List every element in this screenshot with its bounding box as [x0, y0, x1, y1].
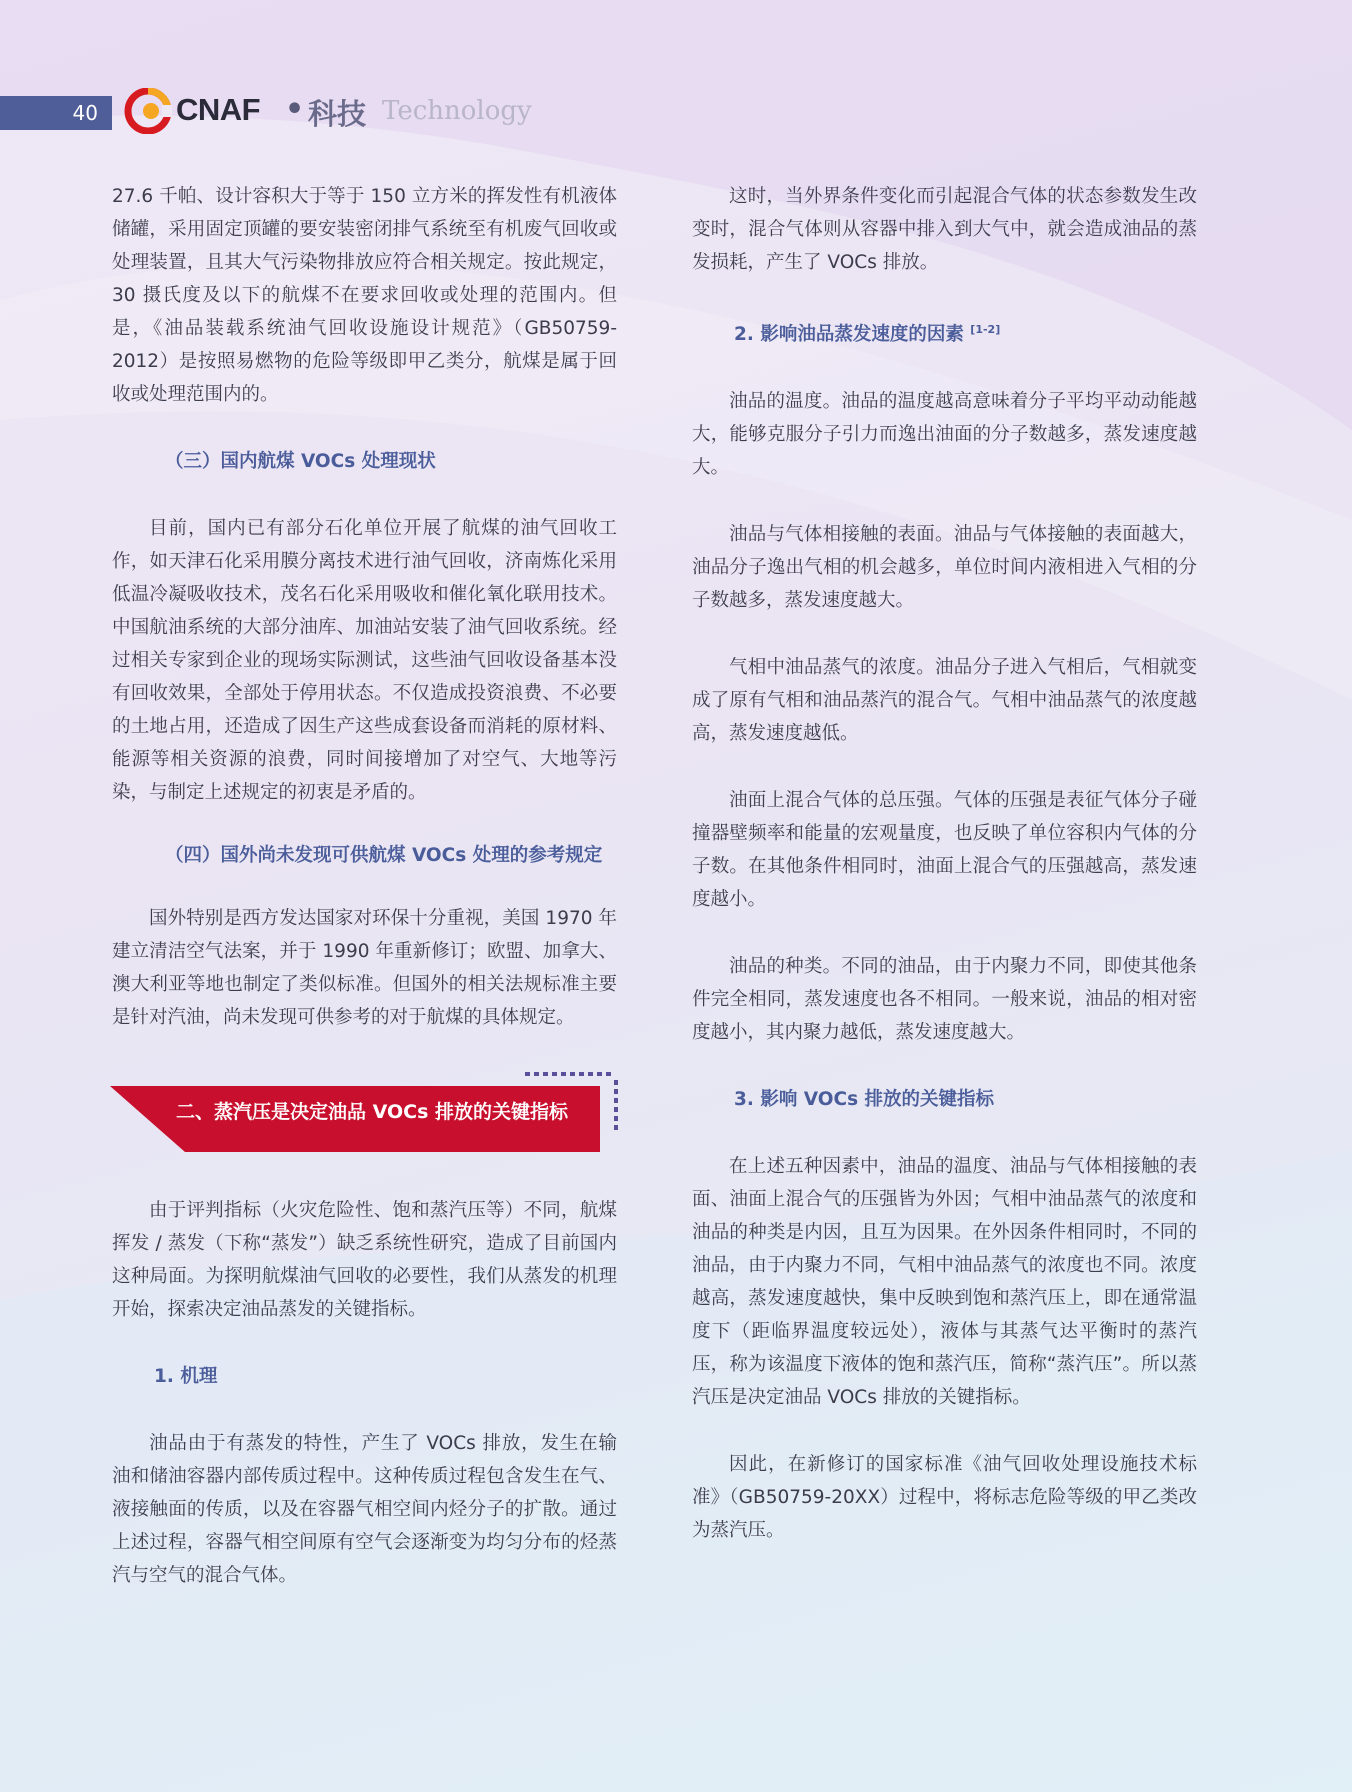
left-column: [112, 180, 617, 1592]
right-column: [692, 180, 1197, 1547]
page-number: 40: [0, 96, 112, 130]
brand-separator: •: [285, 92, 305, 127]
section-name-en: Technology: [382, 96, 532, 126]
paragraph: 这时，当外界条件变化而引起混合气体的状态参数发生改变时，混合气体则从容器中排入到大气中，就会造成油品的蒸发损耗，产生了 VOCs 排放。: [692, 186, 1197, 273]
paragraph: 在上述五种因素中，油品的温度、油品与气体相接触的表面、油面上混合气的压强皆为外因；气相中油品蒸气的浓度和油品的种类是内因，且互为因果。在外因条件相同时，不同的油品，由于内聚力不同，气相中油品蒸气的浓度也不同。浓度越高，蒸发速度越快，集中反映到饱和蒸汽压上，即在通常温度下（距临界温度较远处），液体与其蒸气达平衡时的蒸汽压，称为该温度下液体的饱和蒸汽压，简称“蒸汽压”。所以蒸汽压是决定油品 VOCs 排放的关键指标。: [692, 1156, 1197, 1409]
section-heading: [692, 313, 1197, 351]
section-name-cn: 科技: [308, 97, 367, 131]
cnaf-logo-icon: [124, 88, 172, 134]
paragraph: 油品与气体相接触的表面。油品与气体接触的表面越大，油品分子逸出气相的机会越多，单位时间内液相进入气相的分子数越多，蒸发速度越大。: [692, 524, 1197, 612]
paragraph: 油品由于有蒸发的特性，产生了 VOCs 排放，发生在输油和储油容器内部传质过程中。这种传质过程包含发生在气、液接触面的传质，以及在容器气相空间内烃分子的扩散。通过上述过程，容器气相空间原有空气会逐渐变为均匀分布的烃蒸汽与空气的混合气体。: [112, 1433, 617, 1586]
chapter-banner: [112, 1072, 617, 1172]
citation-ref: [1-2]: [970, 323, 1001, 336]
page-header: [0, 88, 700, 134]
paragraph: 气相中油品蒸气的浓度。油品分子进入气相后，气相就变成了原有气相和油品蒸汽的混合气。气相中油品蒸气的浓度越高，蒸发速度越低。: [692, 657, 1197, 745]
paragraph: 油品的种类。不同的油品，由于内聚力不同，即使其他条件完全相同，蒸发速度也各不相同。一般来说，油品的相对密度越小，其内聚力越低，蒸发速度越大。: [692, 956, 1197, 1044]
section-heading: 3. 影响 VOCs 排放的关键指标: [734, 1089, 995, 1111]
section-heading: （四）国外尚未发现可供航煤 VOCs 处理的参考规定: [165, 845, 603, 866]
paragraph: 目前，国内已有部分石化单位开展了航煤的油气回收工作，如天津石化采用膜分离技术进行油气回收，济南炼化采用低温冷凝吸收技术，茂名石化采用吸收和催化氧化联用技术。中国航油系统的大部分油库、加油站安装了油气回收系统。经过相关专家到企业的现场实际测试，这些油气回收设备基本没有回收效果，全部处于停用状态。不仅造成投资浪费、不必要的土地占用，还造成了因生产这些成套设备而消耗的原材料、能源等相关资源的浪费，同时间接增加了对空气、大地等污染，与制定上述规定的初衷是矛盾的。: [112, 518, 617, 803]
paragraph: 由于评判指标（火灾危险性、饱和蒸汽压等）不同，航煤挥发 / 蒸发（下称“蒸发”）缺乏系统性研究，造成了目前国内这种局面。为探明航煤油气回收的必要性，我们从蒸发的机理开始，探索决定油品蒸发的关键指标。: [112, 1200, 617, 1320]
paragraph: 国外特别是西方发达国家对环保十分重视，美国 1970 年建立清洁空气法案，并于 1990 年重新修订；欧盟、加拿大、澳大利亚等地也制定了类似标准。但国外的相关法规标准主要是针对汽油，尚未发现可供参考的对于航煤的具体规定。: [112, 908, 617, 1028]
paragraph: 油面上混合气体的总压强。气体的压强是表征气体分子碰撞器壁频率和能量的宏观量度，也反映了单位容积内气体的分子数。在其他条件相同时，油面上混合气的压强越高，蒸发速度越小。: [692, 790, 1197, 911]
paragraph: 油品的温度。油品的温度越高意味着分子平均平动动能越大，能够克服分子引力而逸出油面的分子数越多，蒸发速度越大。: [692, 391, 1197, 479]
chapter-title: 二、蒸汽压是决定油品 VOCs 排放的关键指标: [176, 1101, 569, 1123]
section-heading: 1. 机理: [154, 1366, 218, 1387]
paragraph: 因此，在新修订的国家标准《油气回收处理设施技术标准》（GB50759-20XX）过程中，将标志危险等级的甲乙类改为蒸汽压。: [692, 1454, 1197, 1542]
section-heading: （三）国内航煤 VOCs 处理现状: [165, 451, 436, 472]
heading-text: 2. 影响油品蒸发速度的因素: [734, 324, 964, 346]
paragraph: 27.6 千帕、设计容积大于等于 150 立方米的挥发性有机液体储罐，采用固定顶罐的要安装密闭排气系统至有机废气回收或处理装置，且其大气污染物排放应符合相关规定。按此规定，30 摄氏度及以下的航煤不在要求回收或处理的范围内。但是，《油品装载系统油气回收设施设计规范》（GB50759-2012）是按照易燃物的危险等级即甲乙类分，航煤是属于回收或处理范围内的。: [112, 186, 617, 405]
brand-name: CNAF: [176, 92, 261, 127]
